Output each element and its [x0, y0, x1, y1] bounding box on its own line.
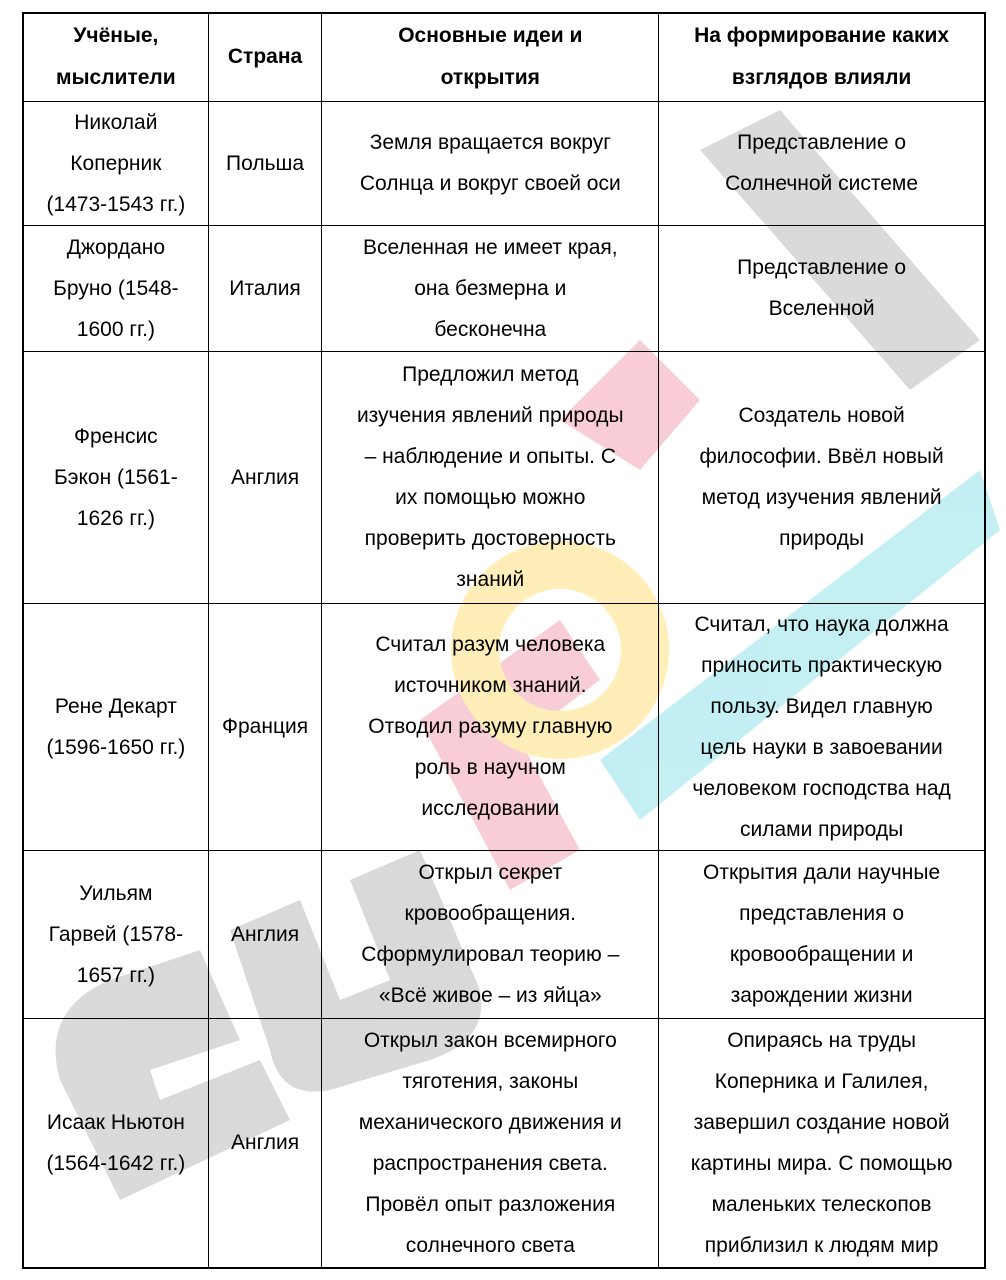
table-row: [23, 351, 985, 603]
table-row: [23, 850, 985, 1018]
table-header-row: [23, 13, 985, 101]
cell-scientist: Джордано Бруно (1548- 1600 гг.): [23, 225, 208, 351]
cell-influence: Открытия дали научные представления о кровообращении и зарождении жизни: [659, 850, 985, 1018]
table-row: [23, 1018, 985, 1268]
header-scientists: Учёные, мыслители: [23, 13, 208, 101]
table-row: [23, 225, 985, 351]
cell-country: Англия: [208, 351, 322, 603]
header-ideas: Основные идеи и открытия: [322, 13, 659, 101]
header-influence: На формирование каких взглядов влияли: [659, 13, 985, 101]
cell-scientist: Рене Декарт (1596-1650 гг.): [23, 603, 208, 850]
cell-influence: Создатель новой философии. Ввёл новый метод изучения явлений природы: [659, 351, 985, 603]
cell-influence: Опираясь на труды Коперника и Галилея, завершил создание новой картины мира. С помощью маленьких телескопов приблизил к людям мир: [659, 1018, 985, 1268]
table-row: [23, 101, 985, 225]
cell-country: Италия: [208, 225, 322, 351]
cell-country: Англия: [208, 850, 322, 1018]
cell-ideas: Считал разум человека источником знаний. Отводил разуму главную роль в научном исследовании: [322, 603, 659, 850]
cell-ideas: Предложил метод изучения явлений природы – наблюдение и опыты. С их помощью можно проверить достоверность знаний: [322, 351, 659, 603]
cell-country: Франция: [208, 603, 322, 850]
scientists-table: [22, 12, 986, 1269]
header-country: Страна: [208, 13, 322, 101]
cell-ideas: Открыл закон всемирного тяготения, законы механического движения и распространения света. Провёл опыт разложения солнечного света: [322, 1018, 659, 1268]
cell-country: Англия: [208, 1018, 322, 1268]
cell-ideas: Земля вращается вокруг Солнца и вокруг своей оси: [322, 101, 659, 225]
cell-scientist: Уильям Гарвей (1578- 1657 гг.): [23, 850, 208, 1018]
cell-scientist: Исаак Ньютон (1564-1642 гг.): [23, 1018, 208, 1268]
cell-ideas: Открыл секрет кровообращения. Сформулировал теорию – «Всё живое – из яйца»: [322, 850, 659, 1018]
cell-ideas: Вселенная не имеет края, она безмерна и бесконечна: [322, 225, 659, 351]
cell-scientist: Френсис Бэкон (1561- 1626 гг.): [23, 351, 208, 603]
cell-country: Польша: [208, 101, 322, 225]
cell-scientist: Николай Коперник (1473-1543 гг.): [23, 101, 208, 225]
cell-influence: Представление о Солнечной системе: [659, 101, 985, 225]
cell-influence: Представление о Вселенной: [659, 225, 985, 351]
table-row: [23, 603, 985, 850]
cell-influence: Считал, что наука должна приносить практическую пользу. Видел главную цель науки в завоевании человеком господства над силами природы: [659, 603, 985, 850]
